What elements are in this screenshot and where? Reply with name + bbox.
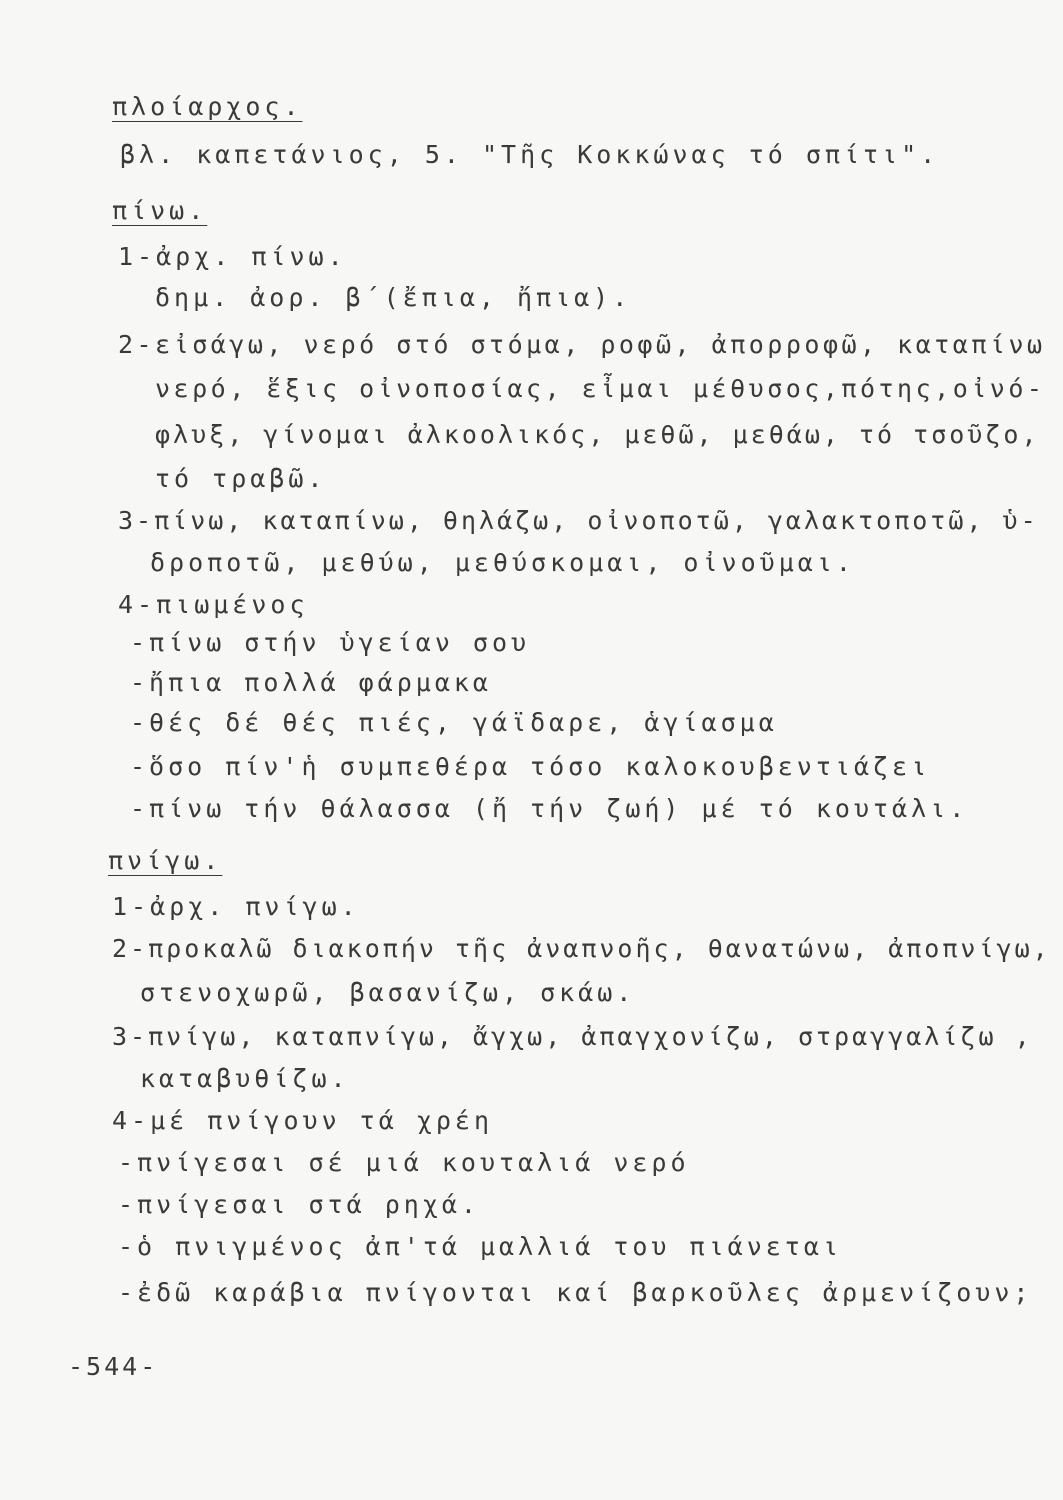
entry-line: 1-ἀρχ. πίνω. bbox=[118, 242, 347, 271]
entry-line: 3-πίνω, καταπίνω, θηλάζω, οἰνοποτῶ, γαλακτοποτῶ, ὑ- bbox=[118, 506, 1039, 535]
entry-line: -πίνω στήν ὑγείαν σου bbox=[130, 628, 531, 657]
entry-line: -ὅσο πίν'ἡ συμπεθέρα τόσο καλοκουβεντιάζει bbox=[130, 752, 931, 781]
entry-line: -ἤπια πολλά φάρμακα bbox=[130, 668, 492, 697]
entry-line: δροποτῶ, μεθύω, μεθύσκομαι, οἰνοῦμαι. bbox=[150, 548, 855, 577]
entry-line: 2-προκαλῶ διακοπήν τῆς ἀναπνοῆς, θανατώνω, ἀποπνίγω, bbox=[112, 934, 1051, 963]
entry-line: 4-μέ πνίγουν τά χρέη bbox=[112, 1106, 494, 1135]
entry-line: βλ. καπετάνιος, 5. "Τῆς Κοκκώνας τό σπίτι". bbox=[120, 140, 940, 169]
entry-headword: πίνω. bbox=[112, 196, 208, 225]
entry-line: δημ. ἀορ. β΄(ἔπια, ἤπια). bbox=[155, 283, 632, 312]
page-number: -544- bbox=[68, 1352, 159, 1381]
entry-line: νερό, ἕξις οἰνοποσίας, εἶμαι μέθυσος,πότης,οἰνό- bbox=[155, 374, 1046, 403]
entry-line: -ἐδῶ καράβια πνίγονται καί βαρκοῦλες ἀρμενίζουν; bbox=[118, 1278, 1033, 1307]
entry-line: 3-πνίγω, καταπνίγω, ἄγχω, ἀπαγχονίζω, στραγγαλίζω , bbox=[112, 1022, 1033, 1051]
entry-line: -ὁ πνιγμένος ἀπ'τά μαλλιά του πιάνεται bbox=[118, 1232, 842, 1261]
entry-line: τό τραβῶ. bbox=[155, 464, 327, 493]
entry-line: φλυξ, γίνομαι ἀλκοολικός, μεθῶ, μεθάω, τό τσοῦζο, bbox=[155, 420, 1040, 449]
entry-line: -πνίγεσαι σέ μιά κουταλιά νερό bbox=[118, 1148, 690, 1177]
entry-line: 1-ἀρχ. πνίγω. bbox=[112, 892, 360, 921]
entry-line: στενοχωρῶ, βασανίζω, σκάω. bbox=[140, 978, 636, 1007]
entry-line: -πίνω τήν θάλασσα (ἤ τήν ζωή) μέ τό κουτάλι. bbox=[130, 794, 969, 823]
entry-line: καταβυθίζω. bbox=[140, 1064, 350, 1093]
entry-line: 4-πιωμένος bbox=[118, 590, 309, 619]
entry-headword: πνίγω. bbox=[108, 846, 223, 875]
entry-line: -θές δέ θές πιές, γάϊδαρε, ἁγίασμα bbox=[130, 708, 778, 737]
entry-line: 2-εἰσάγω, νερό στό στόμα, ροφῶ, ἀπορροφῶ, καταπίνω bbox=[118, 330, 1046, 359]
entry-headword: πλοίαρχος. bbox=[112, 92, 303, 121]
entry-line: -πνίγεσαι στά ρηχά. bbox=[118, 1190, 480, 1219]
